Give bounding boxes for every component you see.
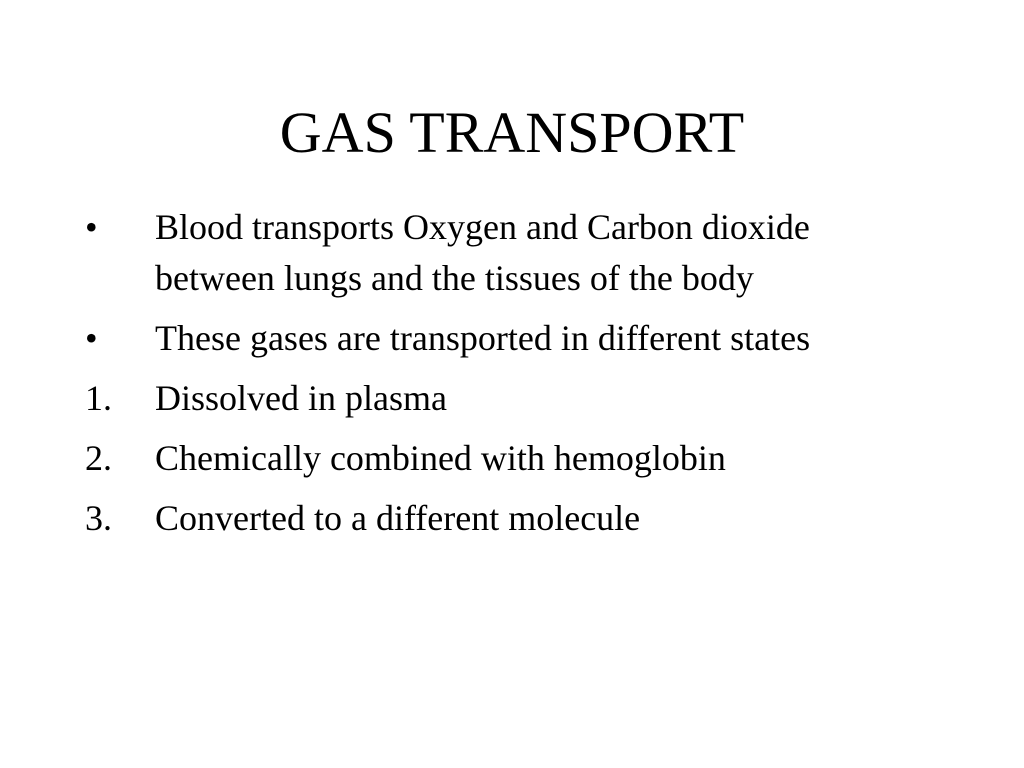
number-marker: 2. — [85, 438, 112, 478]
bullet-marker: • — [85, 207, 98, 247]
list-item-text: Blood transports Oxygen and Carbon dioxide between lungs and the tissues of the body — [155, 207, 810, 298]
list-item — [85, 373, 905, 424]
bullet-marker: • — [85, 318, 98, 358]
list-item-text: Dissolved in plasma — [155, 378, 447, 418]
list-item-text: These gases are transported in different states — [155, 318, 811, 358]
list-item — [85, 202, 905, 304]
number-marker: 1. — [85, 378, 112, 418]
list-item-text: Chemically combined with hemoglobin — [155, 438, 726, 478]
bullet-list — [85, 202, 905, 553]
number-marker: 3. — [85, 498, 112, 538]
list-item — [85, 433, 905, 484]
list-item — [85, 313, 905, 364]
list-item-text: Converted to a different molecule — [155, 498, 641, 538]
slide-title: GAS TRANSPORT — [279, 100, 745, 165]
list-item — [85, 493, 905, 544]
